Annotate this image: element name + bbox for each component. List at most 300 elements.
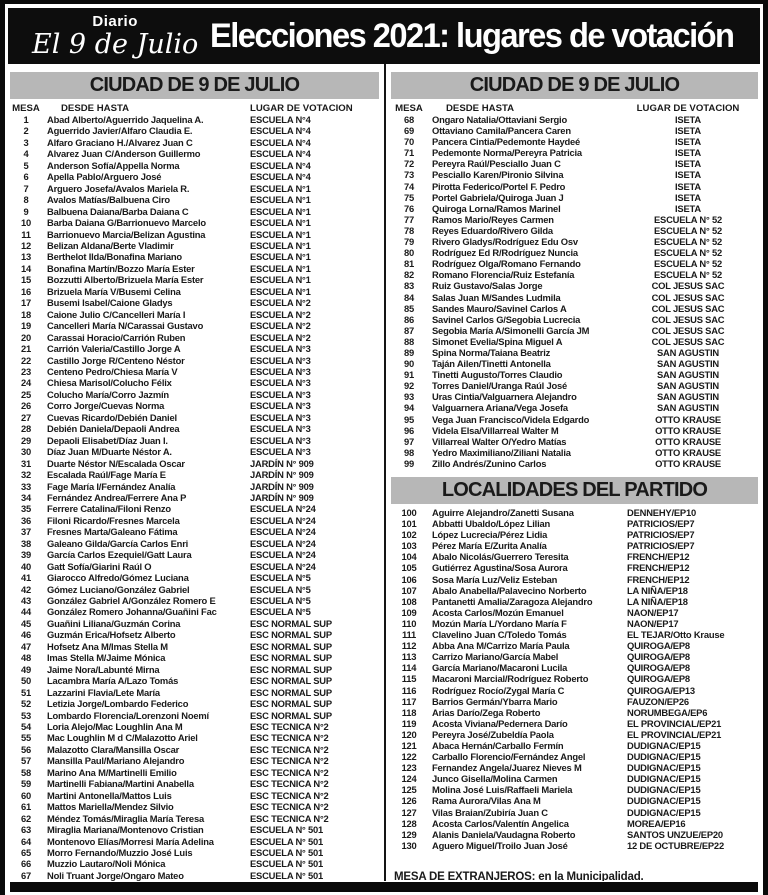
mesa-number: 18	[20, 308, 32, 320]
mesa-number: 111	[401, 629, 416, 641]
lugar-votacion: ESC NORMAL SUP	[250, 617, 332, 629]
mesa-number: 48	[20, 652, 32, 664]
table-row	[386, 336, 763, 347]
column-header-mesa: MESA	[12, 103, 40, 114]
mesa-number: 65	[20, 847, 32, 858]
mesa-number: 125	[401, 784, 417, 796]
mesa-number: 25	[20, 388, 32, 400]
table-row	[5, 469, 384, 480]
mesa-number: 19	[20, 320, 32, 332]
desde-hasta-range: Portel Gabriela/Quiroga Juan J	[432, 191, 564, 203]
desde-hasta-range: García Mariano/Macaroni Lucila	[432, 662, 568, 674]
table-row	[5, 664, 384, 675]
lugar-votacion: ISETA	[675, 169, 701, 181]
lugar-votacion: ESCUELA N°1	[250, 251, 311, 263]
desde-hasta-range: Centeno Pedro/Chiesa María V	[47, 365, 178, 377]
mesa-number: 41	[20, 572, 32, 584]
desde-hasta-range: Fresnes Marta/Galeano Fátima	[47, 526, 178, 538]
mesa-number: 72	[403, 158, 415, 170]
mesa-number: 127	[401, 806, 417, 818]
lugar-votacion: ISETA	[675, 191, 701, 203]
lugar-votacion: SAN AGUSTIN	[656, 358, 720, 370]
desde-hasta-range: Marino Ana M/Martinelli Emilio	[47, 766, 177, 778]
mesa-number: 101	[401, 518, 417, 530]
table-row	[5, 744, 384, 755]
lugar-votacion: ESCUELA N°2	[250, 297, 311, 309]
desde-hasta-range: Villarreal Walter O/Yedro Matías	[432, 435, 567, 447]
table-row	[386, 158, 763, 169]
desde-hasta-range: Jaime Nora/Labunté Mirna	[47, 663, 160, 675]
desde-hasta-range: Abalo Nicolás/Guerrero Teresita	[432, 551, 569, 563]
mesa-number: 123	[401, 762, 417, 774]
lugar-votacion: QUIROGA/EP8	[627, 640, 690, 652]
lugar-votacion: ESCUELA N°3	[250, 434, 311, 446]
desde-hasta-range: Ottaviano Camila/Pancera Caren	[432, 125, 571, 137]
desde-hasta-range: Fernández Andrea/Ferrere Ana P	[47, 491, 187, 503]
desde-hasta-range: Depaoli Elisabet/Díaz Juan I.	[47, 434, 168, 446]
lugar-votacion: DUDIGNAC/EP15	[627, 739, 701, 751]
desde-hasta-range: Aguirre Alejandro/Zanetti Susana	[432, 507, 574, 518]
lugar-votacion: QUIROGA/EP8	[627, 673, 690, 685]
column-header-desde-hasta: DESDE HASTA	[446, 103, 515, 114]
lugar-votacion: ESCUELA N°3	[250, 377, 311, 389]
section-title-right: CIUDAD DE 9 DE JULIO	[391, 72, 758, 99]
mesa-number: 102	[401, 529, 417, 541]
lugar-votacion: ESCUELA N°1	[250, 239, 311, 251]
table-row	[386, 369, 763, 380]
desde-hasta-range: Colucho María/Corro Jazmín	[47, 388, 169, 400]
mesa-number: 96	[403, 424, 415, 436]
mesa-number: 81	[403, 258, 415, 270]
mesa-number: 11	[21, 228, 31, 240]
table-row	[386, 380, 763, 391]
table-row	[386, 751, 763, 762]
table-row	[5, 481, 384, 492]
lugar-votacion: FRENCH/EP12	[627, 551, 690, 563]
table-row	[386, 303, 763, 314]
mesa-number: 84	[403, 291, 415, 303]
lugar-votacion: ESCUELA N° 501	[250, 824, 324, 836]
desde-hasta-range: Arias Darío/Zega Roberto	[432, 706, 541, 718]
desde-hasta-range: Bonafina Martín/Bozzo María Ester	[47, 262, 195, 274]
table-row	[5, 870, 384, 881]
table-row	[5, 710, 384, 721]
mesa-number: 60	[20, 789, 32, 801]
desde-hasta-range: Rodríguez Rocío/Zygal María C	[432, 684, 565, 696]
mesa-number: 98	[403, 446, 415, 458]
mesa-number: 69	[403, 125, 415, 137]
lugar-votacion: ESCUELA N°4	[250, 125, 311, 137]
lugar-votacion: ESCUELA N°5	[250, 583, 311, 595]
page-bottom-border	[10, 882, 758, 892]
table-row	[5, 400, 384, 411]
lugar-votacion: QUIROGA/EP8	[627, 651, 690, 663]
desde-hasta-range: Martini Antonella/Mattos Luis	[47, 789, 172, 801]
table-row	[386, 840, 763, 851]
mesa-number: 113	[401, 651, 417, 663]
table-row	[386, 181, 763, 192]
lugar-votacion: ESC NORMAL SUP	[250, 629, 332, 641]
mesa-number: 80	[403, 247, 415, 259]
mesa-number: 4	[23, 148, 29, 160]
desde-hasta-range: Spina Norma/Taiana Beatriz	[432, 346, 551, 358]
mesa-number: 39	[20, 549, 32, 561]
column-header-desde-hasta: DESDE HASTA	[61, 103, 130, 114]
lugar-votacion: ESCUELA N°3	[250, 388, 311, 400]
table-row	[5, 790, 384, 801]
table-row	[386, 629, 763, 640]
mesa-number: 2	[23, 125, 29, 137]
lugar-votacion: ESCUELA N°24	[250, 503, 316, 515]
mesa-number: 71	[403, 147, 415, 159]
desde-hasta-range: Fernandez Angela/Juarez Nieves M	[432, 762, 582, 774]
mesa-number: 115	[401, 673, 417, 685]
desde-hasta-range: Guzmán Erica/Hofsetz Alberto	[47, 629, 176, 641]
lugar-votacion: DUDIGNAC/EP15	[627, 762, 701, 774]
table-row	[386, 414, 763, 425]
lugar-votacion: ESCUELA N°1	[250, 182, 311, 194]
lugar-votacion: NORUMBEGA/EP6	[627, 706, 708, 718]
lugar-votacion: LA NIÑA/EP18	[627, 584, 688, 596]
table-row	[386, 269, 763, 280]
mesa-number: 12	[20, 239, 32, 251]
section-title-left: CIUDAD DE 9 DE JULIO	[10, 72, 379, 99]
desde-hasta-range: Cuevas Ricardo/Debién Daniel	[47, 411, 177, 423]
lugar-votacion: ESCUELA N°1	[250, 228, 311, 240]
mesa-number: 91	[403, 369, 415, 381]
mesa-number: 49	[20, 663, 32, 675]
mesa-number: 28	[20, 423, 32, 435]
table-row	[386, 707, 763, 718]
page-title: Elecciones 2021: lugares de votación	[210, 16, 734, 55]
lugar-votacion: ESCUELA N° 52	[653, 213, 722, 225]
mesa-number: 6	[23, 171, 29, 183]
table-row	[386, 651, 763, 662]
desde-hasta-range: Abalo Anabella/Palavecino Norberto	[432, 584, 587, 596]
mesa-number: 7	[23, 182, 29, 194]
mesa-number: 109	[401, 606, 417, 618]
mesa-number: 37	[20, 526, 32, 538]
lugar-votacion: LA NIÑA/EP18	[627, 595, 688, 607]
mesa-number: 31	[20, 457, 32, 469]
column-header-lugar: LUGAR DE VOTACION	[636, 103, 740, 114]
lugar-votacion: ESC TECNICA N°2	[250, 789, 329, 801]
lugar-votacion: OTTO KRAUSE	[655, 413, 721, 425]
table-row	[5, 732, 384, 743]
mesa-number: 47	[20, 640, 32, 652]
desde-hasta-range: Letizia Jorge/Lombardo Federico	[47, 698, 189, 710]
lugar-votacion: ESC TECNICA N°2	[250, 801, 329, 813]
lugar-votacion: EL PROVINCIAL/EP21	[627, 728, 722, 740]
lugar-votacion: DUDIGNAC/EP15	[627, 784, 701, 796]
desde-hasta-range: Rama Aurora/Vilas Ana M	[432, 795, 541, 807]
mesa-number: 24	[20, 377, 32, 389]
mesa-number: 82	[403, 269, 415, 281]
table-row	[386, 214, 763, 225]
lugar-votacion: MOREA/EP16	[627, 817, 686, 829]
table-row	[386, 607, 763, 618]
desde-hasta-range: Abaca Hernán/Carballo Fermín	[432, 739, 564, 751]
desde-hasta-range: Salas Juan M/Sandes Ludmila	[432, 291, 561, 303]
table-row	[5, 435, 384, 446]
lugar-votacion: ESCUELA N°4	[250, 136, 311, 148]
table-row	[5, 458, 384, 469]
mesa-number: 93	[403, 391, 415, 403]
mesa-number: 79	[403, 236, 415, 248]
lugar-votacion: SAN AGUSTIN	[656, 402, 720, 414]
desde-hasta-range: Martinelli Fabiana/Martini Anabella	[47, 778, 194, 790]
desde-hasta-range: Brizuela María V/Busemi Celina	[47, 285, 181, 297]
table-row	[386, 518, 763, 529]
table-row	[386, 458, 763, 469]
desde-hasta-range: Acosta Carlos/Mozún Emanuel	[432, 606, 564, 618]
table-row	[5, 320, 384, 331]
mesa-number: 52	[20, 698, 32, 710]
column-header-mesa: MESA	[395, 103, 423, 114]
desde-hasta-range: Gatt Sofía/Giarini Raúl O	[47, 560, 152, 572]
desde-hasta-range: Videla Elsa/Villarreal Walter M	[432, 424, 559, 436]
table-row	[386, 640, 763, 651]
mesa-number: 74	[403, 180, 415, 192]
mesa-number: 8	[23, 194, 29, 206]
desde-hasta-range: Loria Alejo/Mac Loughlin Ana M	[47, 721, 183, 733]
mesa-number: 90	[403, 358, 415, 370]
desde-hasta-range: Escalada Raúl/Fage María E	[47, 469, 166, 481]
table-row	[5, 148, 384, 159]
desde-hasta-range: Pantanetti Amalia/Zaragoza Alejandro	[432, 595, 593, 607]
table-row	[386, 391, 763, 402]
lugar-votacion: COL JESUS SAC	[651, 291, 725, 303]
mesa-number: 15	[20, 274, 32, 286]
table-row	[5, 423, 384, 434]
desde-hasta-range: Belizan Aldana/Berte Vladimir	[47, 239, 174, 251]
desde-hasta-range: Quiroga Lorna/Ramos Marinel	[432, 202, 561, 214]
mesa-number: 117	[401, 695, 417, 707]
page-right-border	[763, 0, 768, 895]
mesa-number: 95	[403, 413, 415, 425]
page-top-border	[0, 0, 768, 4]
desde-hasta-range: Carassai Horacio/Carrión Ruben	[47, 331, 186, 343]
mesa-number: 26	[20, 400, 32, 412]
mesa-number: 10	[20, 217, 32, 229]
desde-hasta-range: Ferrere Catalina/Filoni Renzo	[47, 503, 171, 515]
lugar-votacion: ISETA	[675, 158, 701, 170]
lugar-votacion: ESC NORMAL SUP	[250, 652, 332, 664]
mesa-number: 36	[20, 514, 32, 526]
desde-hasta-range: Anderson Sofía/Appella Norma	[47, 159, 180, 171]
desde-hasta-range: Díaz Juan M/Duarte Néstor A.	[47, 446, 172, 458]
mesa-number: 58	[20, 766, 32, 778]
desde-hasta-range: Vega Juan Francisco/Videla Edgardo	[432, 413, 590, 425]
lugar-votacion: ESCUELA N° 501	[250, 858, 324, 870]
mesa-number: 63	[20, 824, 32, 836]
table-row	[386, 136, 763, 147]
table-row	[5, 778, 384, 789]
lugar-votacion: QUIROGA/EP13	[627, 684, 695, 696]
table-row	[5, 675, 384, 686]
table-row	[5, 137, 384, 148]
desde-hasta-range: Valguarnera Ariana/Vega Josefa	[432, 402, 568, 414]
desde-hasta-range: Pereyra Raúl/Pesciallo Juan C	[432, 158, 561, 170]
table-row	[5, 240, 384, 251]
table-row	[386, 347, 763, 358]
desde-hasta-range: Savinel Carlos G/Segobia Lucrecia	[432, 313, 581, 325]
desde-hasta-range: Fage María I/Fernández Analía	[47, 480, 176, 492]
table-row	[5, 584, 384, 595]
desde-hasta-range: Cancelleri María N/Carassai Gustavo	[47, 320, 204, 332]
lugar-votacion: JARDÍN N° 909	[250, 480, 314, 492]
table-row	[386, 540, 763, 551]
table-row	[5, 606, 384, 617]
desde-hasta-range: Morro Fernando/Muzzio José Luis	[47, 847, 193, 858]
table-row	[386, 740, 763, 751]
desde-hasta-range: García Carlos Ezequiel/Gatt Laura	[47, 549, 192, 561]
lugar-votacion: ESC TECNICA N°2	[250, 732, 329, 744]
table-row	[386, 325, 763, 336]
mesa-number: 13	[20, 251, 32, 263]
table-row	[5, 652, 384, 663]
mesa-number: 30	[20, 446, 32, 458]
table-row	[5, 274, 384, 285]
table-row	[386, 529, 763, 540]
table-row	[5, 446, 384, 457]
lugar-votacion: ESCUELA N°24	[250, 514, 316, 526]
voting-table-localidades	[386, 507, 763, 851]
lugar-votacion: ESCUELA N°4	[250, 148, 311, 160]
lugar-votacion: DENNEHY/EP10	[627, 507, 696, 518]
mesa-number: 107	[401, 584, 417, 596]
desde-hasta-range: Barrionuevo Marcia/Belizan Agustina	[47, 228, 206, 240]
table-row	[386, 673, 763, 684]
lugar-votacion: ESCUELA N°1	[250, 194, 311, 206]
desde-hasta-range: Gutiérrez Agustina/Sosa Aurora	[432, 562, 568, 574]
mesa-number: 61	[20, 801, 32, 813]
right-column	[384, 64, 763, 881]
table-row	[386, 236, 763, 247]
lugar-votacion: QUIROGA/EP8	[627, 662, 690, 674]
table-row	[5, 229, 384, 240]
lugar-votacion: ESCUELA N° 52	[653, 258, 722, 270]
desde-hasta-range: Tinetti Augusto/Torres Claudio	[432, 369, 563, 381]
table-row	[5, 538, 384, 549]
mesa-number: 62	[20, 812, 32, 824]
desde-hasta-range: Mansilla Paul/Mariano Alejandro	[47, 755, 185, 767]
table-row	[5, 767, 384, 778]
mesa-number: 68	[403, 114, 415, 125]
mesa-number: 97	[403, 435, 415, 447]
table-row	[386, 618, 763, 629]
lugar-votacion: ISETA	[675, 180, 701, 192]
lugar-votacion: JARDÍN N° 909	[250, 491, 314, 503]
desde-hasta-range: Alfaro Graciano H./Alvarez Juan C	[47, 136, 193, 148]
mesa-number: 22	[20, 354, 32, 366]
mesa-number: 76	[403, 202, 415, 214]
desde-hasta-range: Pirotta Federico/Portel F. Pedro	[432, 180, 566, 192]
table-row	[5, 183, 384, 194]
mesa-number: 106	[401, 573, 417, 585]
desde-hasta-range: Galeano Gilda/García Carlos Enri	[47, 537, 189, 549]
desde-hasta-range: Zillo Andrés/Zunino Carlos	[432, 457, 547, 469]
table-row	[386, 507, 763, 518]
desde-hasta-range: Aguero Miguel/Troilo Juan José	[432, 839, 568, 851]
desde-hasta-range: Arguero Josefa/Avalos Mariela R.	[47, 182, 190, 194]
table-row	[5, 251, 384, 262]
desde-hasta-range: Sosa María Luz/Veliz Esteban	[432, 573, 558, 585]
lugar-votacion: ISETA	[675, 136, 701, 148]
desde-hasta-range: Barrios Germán/Ybarra Mario	[432, 695, 558, 707]
mesa-number: 53	[20, 709, 32, 721]
desde-hasta-range: Taján Ailen/Tinetti Antonella	[432, 358, 551, 370]
desde-hasta-range: Balbuena Daiana/Barba Daiana C	[47, 205, 189, 217]
mesa-number: 66	[20, 858, 32, 870]
table-row	[5, 572, 384, 583]
lugar-votacion: ESC TECNICA N°2	[250, 755, 329, 767]
desde-hasta-range: Miraglia Mariana/Montenovo Cristian	[47, 824, 204, 836]
mesa-number: 88	[403, 335, 415, 347]
desde-hasta-range: Pancera Cintia/Pedemonte Haydeé	[432, 136, 581, 148]
lugar-votacion: COL JESUS SAC	[651, 280, 725, 292]
mesa-number: 121	[401, 739, 417, 751]
table-row	[386, 292, 763, 303]
lugar-votacion: DUDIGNAC/EP15	[627, 795, 701, 807]
table-row	[5, 824, 384, 835]
desde-hasta-range: Corro Jorge/Cuevas Norma	[47, 400, 165, 412]
mesa-number: 83	[403, 280, 415, 292]
lugar-votacion: 12 DE OCTUBRE/EP22	[627, 839, 724, 851]
mesa-number: 116	[401, 684, 417, 696]
lugar-votacion: ESCUELA N° 52	[653, 224, 722, 236]
table-row	[5, 343, 384, 354]
table-row	[5, 309, 384, 320]
lugar-votacion: ESCUELA N°3	[250, 354, 311, 366]
table-row	[386, 585, 763, 596]
mesa-number: 20	[20, 331, 32, 343]
lugar-votacion: NAON/EP17	[627, 617, 679, 629]
mesa-number: 120	[401, 728, 417, 740]
desde-hasta-range: Alvarez Juan C/Anderson Guillermo	[47, 148, 201, 160]
lugar-votacion: PATRICIOS/EP7	[627, 529, 695, 541]
table-row	[5, 366, 384, 377]
lugar-votacion: DUDIGNAC/EP15	[627, 806, 701, 818]
lugar-votacion: ESCUELA N°2	[250, 308, 311, 320]
table-row	[386, 225, 763, 236]
desde-hasta-range: Montenovo Elías/Morresi María Adelina	[47, 835, 214, 847]
desde-hasta-range: Malazotto Clara/Mansilla Oscar	[47, 743, 180, 755]
table-row	[5, 595, 384, 606]
mesa-number: 27	[20, 411, 32, 423]
desde-hasta-range: Simonet Evelia/Spina Miguel A	[432, 335, 563, 347]
table-row	[386, 784, 763, 795]
table-row	[5, 194, 384, 205]
desde-hasta-range: Ramos Mario/Reyes Carmen	[432, 213, 554, 225]
table-row	[386, 247, 763, 258]
lugar-votacion: SAN AGUSTIN	[656, 369, 720, 381]
table-row	[5, 813, 384, 824]
lugar-votacion: ESCUELA N°5	[250, 572, 311, 584]
mesa-number: 118	[401, 706, 417, 718]
mesa-number: 33	[20, 480, 32, 492]
mesa-number: 34	[20, 491, 32, 503]
mesa-number: 45	[20, 617, 32, 629]
desde-hasta-range: Chiesa Marisol/Colucho Félix	[47, 377, 172, 389]
mesa-number: 70	[403, 136, 415, 148]
lugar-votacion: ESCUELA N°1	[250, 205, 311, 217]
lugar-votacion: PATRICIOS/EP7	[627, 518, 695, 530]
mesa-number: 128	[401, 817, 417, 829]
lugar-votacion: NAON/EP17	[627, 606, 679, 618]
two-column-layout	[5, 64, 763, 881]
mesa-number: 104	[401, 551, 417, 563]
